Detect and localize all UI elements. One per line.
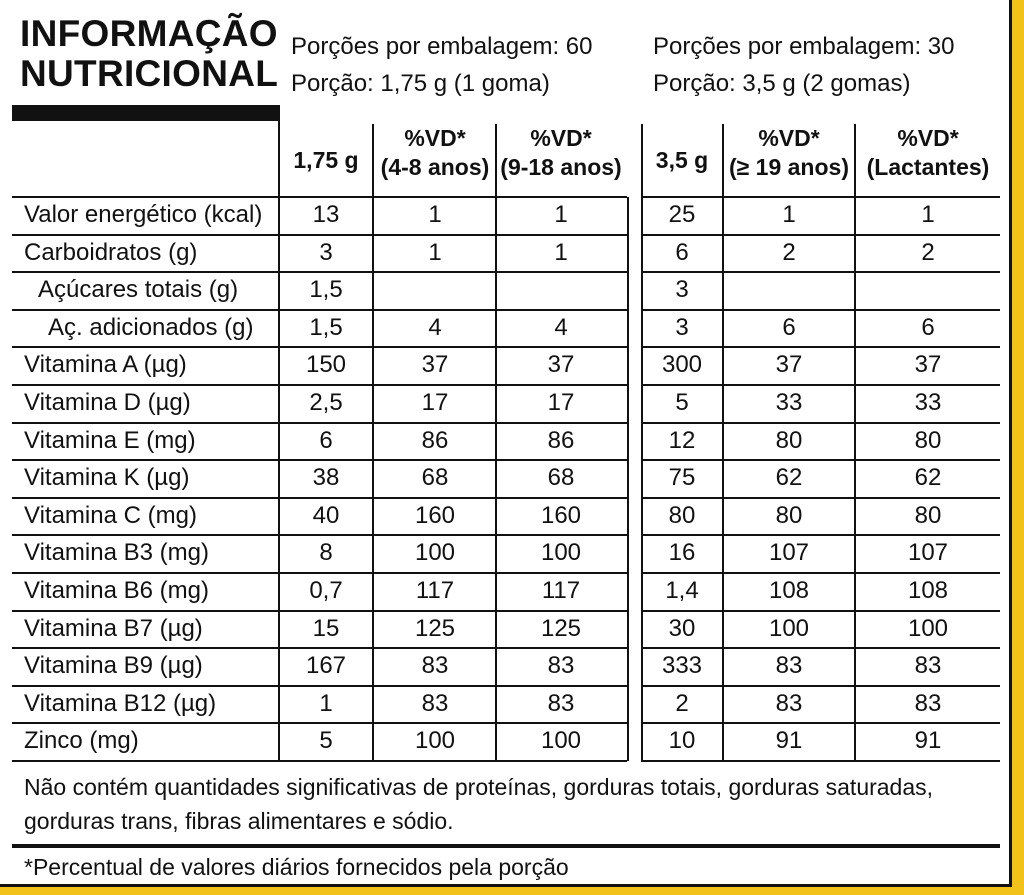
nutrient-value: 5	[319, 727, 333, 755]
row-divider	[641, 497, 1000, 499]
row-divider	[12, 760, 627, 762]
nutrient-value: 38	[312, 464, 340, 492]
nutrient-name: Zinco (mg)	[24, 727, 139, 755]
nutrient-value: 17	[547, 389, 575, 416]
nutrient-value: 62	[775, 464, 803, 492]
header-portion-1: 1,75 g	[293, 147, 359, 173]
row-divider	[641, 422, 1000, 424]
nutrient-value: 6	[782, 313, 796, 341]
row-divider	[12, 309, 627, 311]
nutrient-value: 83	[775, 689, 803, 717]
row-divider	[12, 685, 627, 687]
nutrient-value: 1,5	[309, 276, 343, 304]
nutrient-name: Vitamina B9 (µg)	[24, 652, 203, 680]
row-divider	[12, 422, 627, 424]
nutrient-value: 86	[421, 426, 449, 454]
nutrient-value: 91	[775, 727, 803, 755]
nutrient-value: 2	[921, 238, 935, 266]
header-age-range: (Lactantes)	[866, 154, 990, 180]
row-divider	[641, 572, 1000, 574]
portion-size-2: Porção: 3,5 g (2 gomas)	[653, 70, 911, 97]
row-divider	[12, 722, 627, 724]
header-vd-label: %VD*	[758, 125, 820, 151]
nutrient-value: 100	[768, 614, 810, 642]
nutrient-value: 333	[661, 652, 703, 680]
nutrient-value: 8	[319, 539, 333, 567]
nutrient-value: 25	[668, 201, 696, 228]
header-vd-19	[724, 124, 854, 182]
nutrient-value: 107	[907, 539, 949, 567]
nutrient-value: 16	[668, 539, 696, 567]
nutrient-value: 37	[421, 351, 449, 379]
nutrient-value: 80	[668, 501, 696, 529]
nutrient-value: 83	[914, 652, 942, 680]
row-divider	[12, 459, 627, 461]
header-age-range: (≥ 19 anos)	[729, 154, 849, 180]
nutrient-value: 80	[775, 426, 803, 454]
nutrient-value: 160	[414, 501, 456, 529]
nutrient-name: Vitamina E (mg)	[24, 426, 196, 454]
header-vd-9-18	[497, 124, 625, 182]
nutrient-value: 3	[675, 313, 689, 341]
nutrient-name: Vitamina K (µg)	[24, 464, 190, 492]
header-vd-label: %VD*	[530, 125, 592, 151]
servings-per-package-2: Porções por embalagem: 30	[653, 33, 955, 60]
nutrient-value: 40	[312, 501, 340, 529]
serving-info-1	[291, 28, 593, 102]
row-divider	[12, 534, 627, 536]
row-divider	[641, 271, 1000, 273]
nutrient-name: Vitamina A (µg)	[24, 351, 187, 379]
nutrient-name: Vitamina B3 (mg)	[24, 539, 209, 567]
nutrient-value: 117	[415, 577, 455, 604]
row-divider	[641, 534, 1000, 536]
row-divider	[641, 459, 1000, 461]
nutrient-value: 86	[547, 426, 575, 454]
header-age-range: (9-18 anos)	[500, 154, 622, 180]
nutrient-value: 80	[775, 501, 803, 529]
row-divider	[12, 346, 627, 348]
nutrient-value: 100	[907, 614, 949, 642]
nutrient-value: 4	[554, 313, 568, 341]
nutrient-value: 30	[668, 614, 696, 642]
nutrient-value: 125	[540, 614, 582, 642]
row-divider	[641, 234, 1000, 236]
nutrient-name: Aç. adicionados (g)	[48, 313, 254, 341]
column-divider	[627, 197, 629, 761]
nutrient-value: 37	[775, 351, 803, 379]
servings-per-package-1: Porções por embalagem: 60	[291, 33, 593, 60]
nutrient-value: 83	[914, 689, 942, 717]
nutrient-value: 1	[921, 201, 935, 228]
nutrient-value: 2	[782, 238, 796, 266]
row-divider	[641, 722, 1000, 724]
nutrient-value: 83	[547, 689, 575, 717]
nutrient-value: 37	[547, 351, 575, 379]
nutrient-value: 1	[428, 201, 442, 228]
nutrient-value: 300	[661, 351, 703, 379]
nutrient-value: 100	[540, 539, 582, 567]
nutrient-value: 75	[668, 464, 696, 492]
nutrient-note-line-2: gorduras trans, fibras alimentares e sódio.	[24, 808, 454, 834]
nutrient-value: 125	[414, 614, 456, 642]
nutrient-value: 68	[421, 464, 449, 492]
nutrient-value: 91	[914, 727, 942, 755]
nutrient-name: Vitamina B7 (µg)	[24, 614, 203, 642]
nutrient-value: 1,4	[665, 577, 699, 604]
nutrient-note	[24, 770, 933, 838]
nutrient-value: 62	[914, 464, 942, 492]
nutrient-value: 83	[547, 652, 575, 680]
nutrient-value: 80	[914, 501, 942, 529]
nutrient-value: 150	[305, 351, 347, 379]
nutrient-value: 83	[775, 652, 803, 680]
nutrient-value: 80	[914, 426, 942, 454]
nutrient-value: 13	[312, 201, 340, 228]
nutrient-value: 107	[768, 539, 810, 567]
nutrient-value: 100	[414, 539, 456, 567]
row-divider	[12, 384, 627, 386]
header-vd-label: %VD*	[404, 125, 466, 151]
nutrient-value: 6	[921, 313, 935, 341]
nutrient-value: 1	[782, 201, 796, 228]
nutrient-value: 6	[675, 238, 689, 266]
nutrient-value: 37	[914, 351, 942, 379]
nutrient-value: 108	[907, 577, 949, 604]
row-divider	[12, 497, 627, 499]
nutrient-value: 68	[547, 464, 575, 492]
nutrient-name: Açúcares totais (g)	[38, 276, 239, 304]
nutrient-name: Vitamina B6 (mg)	[24, 577, 209, 604]
title-black-bar	[12, 105, 278, 121]
title-line-1: INFORMAÇÃO	[20, 13, 278, 54]
nutrient-value: 1	[428, 238, 442, 266]
nutrient-name: Vitamina B12 (µg)	[24, 689, 217, 717]
row-divider	[641, 384, 1000, 386]
nutrient-value: 167	[305, 652, 347, 680]
row-divider	[641, 346, 1000, 348]
nutrient-value: 12	[668, 426, 696, 454]
nutrient-value: 3	[675, 276, 689, 304]
row-divider	[641, 685, 1000, 687]
nutrient-name: Carboidratos (g)	[24, 238, 198, 266]
nutrient-value: 108	[768, 577, 810, 604]
nutrient-value: 33	[775, 389, 803, 416]
header-vd-4-8	[374, 124, 496, 182]
serving-info-2	[653, 28, 955, 102]
row-divider	[641, 309, 1000, 311]
title-line-2: NUTRICIONAL	[20, 53, 279, 94]
nutrient-value: 1	[319, 689, 333, 717]
nutrient-value: 83	[421, 689, 449, 717]
nutrient-value: 117	[541, 577, 581, 604]
header-age-range: (4-8 anos)	[380, 154, 490, 180]
header-portion-2: 3,5 g	[655, 147, 709, 173]
row-divider	[12, 610, 627, 612]
nutrient-value: 1,5	[309, 313, 343, 341]
row-divider	[641, 610, 1000, 612]
footnote-divider	[12, 844, 1000, 848]
row-divider	[12, 271, 627, 273]
nutrient-value: 6	[319, 426, 333, 454]
portion-size-1: Porção: 1,75 g (1 goma)	[291, 70, 550, 97]
label-title	[20, 14, 278, 94]
nutrient-value: 1	[554, 238, 568, 266]
footnote: *Percentual de valores diários fornecidos pela porção	[24, 854, 569, 880]
nutrient-value: 5	[675, 389, 689, 416]
row-divider	[12, 196, 627, 198]
header-vd-lactantes	[856, 124, 1000, 182]
row-divider	[12, 572, 627, 574]
nutrient-value: 17	[421, 389, 449, 416]
row-divider	[12, 647, 627, 649]
nutrient-value: 0,7	[309, 577, 343, 604]
nutrient-note-line-1: Não contém quantidades significativas de proteínas, gorduras totais, gorduras saturadas,	[24, 774, 934, 800]
row-divider	[641, 760, 1000, 762]
header-vd-label: %VD*	[897, 125, 959, 151]
row-divider	[641, 196, 1000, 198]
nutrient-name: Vitamina C (mg)	[24, 501, 197, 529]
row-divider	[12, 234, 627, 236]
nutrient-name: Vitamina D (µg)	[24, 389, 191, 416]
nutrient-value: 2	[675, 689, 689, 717]
nutrient-value: 4	[428, 313, 442, 341]
nutrient-value: 2,5	[309, 389, 343, 416]
nutrient-value: 3	[319, 238, 333, 266]
nutrient-value: 1	[554, 201, 568, 228]
nutrient-value: 100	[540, 727, 582, 755]
row-divider	[641, 647, 1000, 649]
nutrient-value: 15	[312, 614, 340, 642]
nutrient-value: 33	[914, 389, 942, 416]
nutrient-value: 100	[414, 727, 456, 755]
nutrient-value: 10	[668, 727, 696, 755]
nutrient-value: 160	[540, 501, 582, 529]
nutrient-name: Valor energético (kcal)	[24, 201, 263, 228]
nutrient-value: 83	[421, 652, 449, 680]
